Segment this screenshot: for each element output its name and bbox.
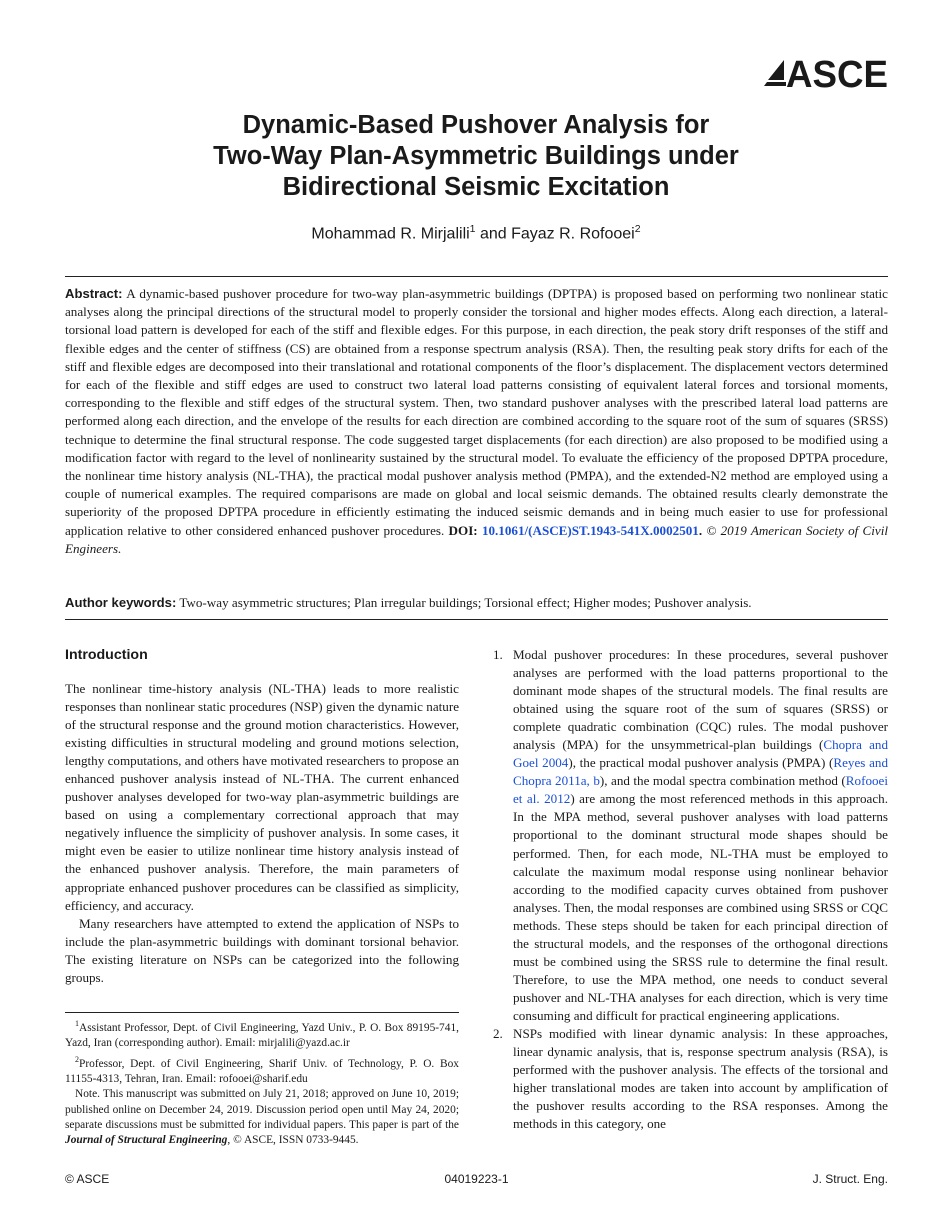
abstract-text: A dynamic-based pushover procedure for two-way plan-asymmetric buildings (DPTPA) is proposed based on performing two nonlinear static analyses along the principal directions of the structural model to properly consider the torsional and higher modes effects. Along each direction, a lateral-torsional load pattern is developed for each of the stiff and flexible edges. For this purpose, in each direction, the peak story drift responses of the stiff and flexible edges and the center of stiffness (CS) are obtained from a response spectrum analysis (RSA). Then, the resulting peak story drifts for each of the stiff and flexible edges are decomposed into their translational and rotational components of the floor’s displacement. The displacement vectors determined for each of the flexible and stiff edges are used to construct two lateral load patterns consisting of equivalent lateral forces and torsional moments, corresponding to the flexible and stiff edges of the structural system. Then, two standard pushover analyses with the prescribed lateral load patterns are performed along each direction, and the envelope of the results for each direction are combined according to the square root of the sum of squares (SRSS) technique to determine the final structural response. The code suggested target displacements (for each direction) are also proposed to be modified using a modification factor with regard to the level of nonlinearity sustained by the structural model. To evaluate the efficiency of the proposed DPTPA procedure, the nonlinear time history analysis (NL-THA), the practical modal pushover analysis method (PMPA), and the extended-N2 method are employed using a couple of numerical examples. The required comparisons are made on global and local seismic demands. The obtained results clearly demonstrate the superiority of the proposed DPTPA procedure in efficiently estimating the induced seismic demands and in being much easier to use for professional application relative to other considered enhanced pushover procedures. [65, 286, 888, 538]
list-text: Modal pushover procedures: In these procedures, several pushover analyses are performed with the load patterns proportional to the dominant mode shapes of the structural models. The final results are obtained using the square root of the sum of squares (SRSS) or complete quadratic combination (CQC) rules. The modal pushover analysis (MPA) for the unsymmetrical-plan buildings ( [513, 647, 888, 753]
footnote-marker: 1 [75, 1019, 79, 1028]
doi-label: DOI: [448, 522, 478, 538]
footnote [65, 1052, 459, 1088]
footnote [65, 1016, 459, 1052]
asce-logo [764, 54, 888, 94]
footnotes [65, 1016, 459, 1149]
copyright-notice: © 2019 American Society of Civil Engineers. [65, 522, 888, 556]
footnote-text: Assistant Professor, Dept. of Civil Engineering, Yazd Univ., P. O. Box 89195-741, Yazd, Iran (corresponding author). Email: mirjalili@yazd.ac.ir [65, 1021, 459, 1050]
top-divider [65, 276, 888, 277]
page-footer [65, 1172, 888, 1188]
footnote-divider [65, 1012, 459, 1013]
footer-copyright: © ASCE [65, 1172, 110, 1186]
left-column [65, 646, 459, 987]
list-item [493, 646, 888, 1025]
paper-title [100, 110, 852, 203]
list-text: NSPs modified with linear dynamic analysis: In these approaches, linear dynamic analysis, that is, response spectrum analysis (RSA), is performed with the pushover analysis. The effects of the torsional and higher translational modes are taken into account by amplification of the pushover results according to the RSA responses. Among the methods in this category, one [513, 1025, 888, 1132]
list-item [493, 1025, 888, 1133]
affiliation-marker: 1 [469, 223, 476, 235]
note-end: , © ASCE, ISSN 0733-9445. [227, 1134, 359, 1147]
keywords-divider [65, 619, 888, 620]
keywords-text: Two-way asymmetric structures; Plan irregular buildings; Torsional effect; Higher modes; Pushover analysis. [176, 595, 752, 610]
intro-paragraph: Many researchers have attempted to extend the application of NSPs to include the plan-asymmetric buildings with dominant torsional behavior. The existing literature on NSPs can be categorized into the following groups. [65, 915, 459, 985]
author-conjunction: and [475, 225, 512, 243]
author-name: Mohammad R. Mirjalili [311, 225, 470, 243]
list-number: 1. [493, 647, 503, 662]
list-text: ), the practical modal pushover analysis (PMPA) ( [568, 755, 834, 771]
author-keywords [65, 594, 888, 612]
nsp-category-list [493, 646, 888, 1133]
author-name: Fayaz R. Rofooei [511, 225, 635, 243]
citation-link[interactable]: Rofooei et al. 2012 [513, 773, 888, 807]
journal-name: Journal of Structural Engineering [65, 1134, 228, 1147]
abstract-label: Abstract: [65, 286, 123, 301]
citation-link[interactable]: Chopra and Goel 2004 [513, 737, 888, 771]
footer-journal: J. Struct. Eng. [812, 1172, 888, 1186]
affiliation-marker: 2 [634, 223, 641, 235]
footnote-text: Professor, Dept. of Civil Engineering, Sharif Univ. of Technology, P. O. Box 11155-4313, Tehran, Iran. Email: rofooei@sharif.edu [65, 1057, 459, 1085]
intro-paragraph: The nonlinear time-history analysis (NL-THA) leads to more realistic responses than nonlinear static procedures (NSP) given the dynamic nature of the structural response and the ground motion characteristics. However, existing difficulties in structural modeling and ground motions selection, lengthy computations, and others have motivated researchers to propose an enhanced pushover analysis instead of NL-THA. The current enhanced pushover analyses developed for two-way plan-asymmetric buildings are based on using a complementary correctional approach that may negatively influence the simplicity of pushover analysis. In some cases, it might even be easier to utilize nonlinear time history analysis instead of the enhanced pushover analysis. Therefore, the main parameters of appropriate enhanced pushover procedures can be classified as simplicity, efficiency, and accuracy. [65, 681, 459, 913]
list-text: ), and the modal spectra combination method ( [599, 773, 846, 789]
doi-link[interactable]: 10.1061/(ASCE)ST.1943-541X.0002501 [481, 522, 699, 538]
citation-link[interactable]: Reyes and Chopra 2011a, b [513, 755, 888, 789]
right-column [493, 646, 888, 1133]
author-list [100, 223, 852, 243]
doi-period: . [698, 522, 703, 538]
asce-logo-text: ASCE [786, 54, 888, 94]
title-line: Two-Way Plan-Asymmetric Buildings under [213, 142, 739, 170]
title-line: Dynamic-Based Pushover Analysis for [242, 111, 710, 139]
note-text: Note. This manuscript was submitted on July 21, 2018; approved on June 10, 2019; published online on December 24, 2019. Discussion period open until May 24, 2020; separate discussions must be submitted for individual papers. This paper is part of the [65, 1088, 459, 1132]
footnote-marker: 2 [75, 1054, 79, 1064]
list-number: 2. [493, 1025, 503, 1041]
title-line: Bidirectional Seismic Excitation [282, 173, 670, 201]
submission-note [65, 1087, 459, 1149]
list-text: ) are among the most referenced methods in this approach. In the MPA method, several pushover analyses with load patterns proportional to the dominant structural mode shapes should be performed. Then, for each mode, NL-THA must be employed to calculate the maximum modal response using nonlinear behavior according to the modified capacity curves obtained from pushover analyses. Then, the modal responses are combined using SRSS or CQC methods. These steps should be taken for each principal direction of the structural models, and the responses of the orthogonal directions must be combined using the SRSS rule to determine the final result. Therefore, to use the MPA method, one needs to conduct several pushover and NL-THA analyses for each direction, which is very time consuming and difficult for practical engineering applications. [513, 791, 888, 1023]
section-heading: Introduction [65, 647, 148, 663]
abstract [65, 285, 888, 558]
keywords-label: Author keywords: [65, 595, 177, 610]
footer-article-number: 04019223-1 [444, 1172, 509, 1186]
